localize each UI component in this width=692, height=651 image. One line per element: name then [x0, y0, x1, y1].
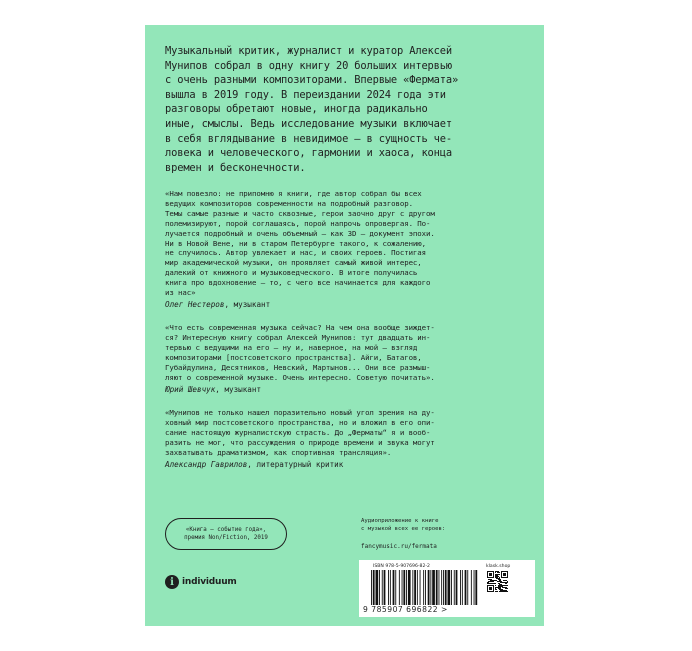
barcode-icon	[363, 570, 483, 605]
award-badge: «Книга – событие года», премия Non/Fiction, 2019	[165, 518, 287, 550]
individuum-logo-icon: i	[165, 575, 179, 589]
barcode-panel	[359, 560, 535, 617]
audio-app-note: Аудиоприложение к книге с музыкой всех ее героев:	[361, 518, 446, 532]
review-role-1: , музыкант	[224, 300, 271, 309]
review-role-3: , литературный критик	[247, 460, 344, 469]
qr-code-icon	[487, 571, 508, 592]
book-back-cover	[145, 25, 544, 626]
review-author-1: Олег Нестеров	[165, 300, 225, 309]
book-description: Музыкальный критик, журналист и куратор Алексей Мунипов собрал в одну книгу 20 больших интервью с очень разными композиторами. Впервые «Фермата» вышла в 2019 году. В переиздании 2024 года эти разговоры обретают новые, иногда радикально иные, смыслы. Ведь исследование музыки включает в себя вглядывание в невидимое – в сущность че- ловека и человеческого, гармонии и хаоса, конца времен и бесконечности.	[165, 45, 459, 174]
review-role-2: , музыкант	[215, 385, 262, 394]
review-author-2: Юрий Шевчук	[165, 385, 216, 394]
review-attribution-1	[165, 300, 535, 310]
isbn-label: ISBN 978-5-907696-82-2	[373, 564, 430, 569]
publisher-name: individuum	[182, 577, 237, 587]
review-author-3: Александр Гаврилов	[165, 460, 248, 469]
review-attribution-3	[165, 460, 535, 470]
review-quote-2: «Что есть современная музыка сейчас? На чем она вообще зиждет- ся? Интересную книгу собрал Алексей Мунипов: тут двадцать ин- тервью с ведущими на его – ну и, наверное, на мой – взгляд композиторами [постсоветского пространства]. Айги, Батагов, Губайдулина, Десятников, Невский, Мартынов... Они все размыш- ляют о современной музыке. Очень интересно. Советую почитать».	[165, 323, 435, 382]
audio-app-link: fancymusic.ru/fermata	[361, 543, 437, 550]
review-quote-3: «Мунипов не только нашел поразительно новый угол зрения на ду- ховный мир постсоветского пространства, но и вложил в его опи- сание настоящую журналистскую страсть. До „Ферматы“ я и вооб- разить не мог, что рассуждения о природе времени и звука могут захватывать драматизмом, как спортивная трансляция».	[165, 408, 435, 457]
shop-label: klask.shop	[486, 564, 511, 569]
publisher-logo	[165, 574, 237, 590]
review-attribution-2	[165, 385, 535, 395]
ean-number: 9 785907 696822 >	[363, 605, 448, 614]
review-quote-1: «Нам повезло: не припомню я книги, где автор собрал бы всех ведущих композиторов современности на подробный разговор. Темы самые разные и часто сквозные, герои заочно друг с другом полемизируют, порой соглашаясь, порой напрочь опровергая. По- лучается подробный и очень объемный – как 3D – документ эпохи. Ни в Новой Вене, ни в старом Петербурге такого, к сожалению, не случилось. Автор увлекает и нас, и своих героев. Постигая мир академической музыки, он проявляет самый живой интерес, далекий от книжного и музыковедческого. В итоге получилась книга про вдохновение – то, с чего все начинается для каждого из нас»	[165, 189, 435, 298]
